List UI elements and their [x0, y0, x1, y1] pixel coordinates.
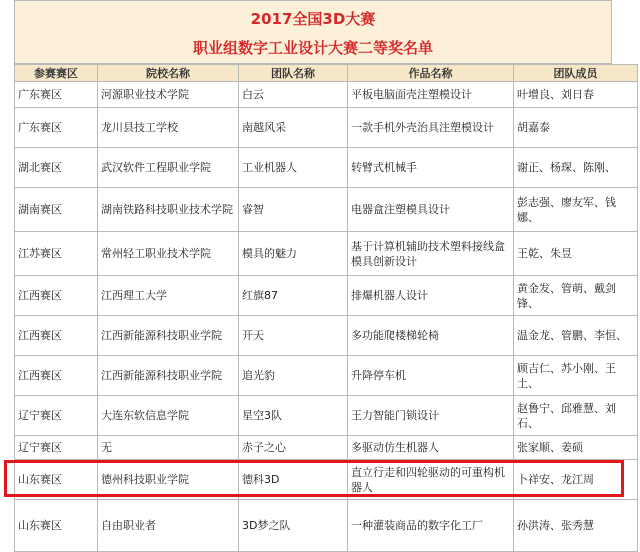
cell-school: 自由职业者 [98, 500, 239, 552]
cell-school: 江西理工大学 [98, 276, 239, 316]
cell-work: 直立行走和四轮驱动的可重构机器人 [348, 460, 514, 500]
header-team: 团队名称 [239, 65, 348, 82]
cell-school: 大连东软信息学院 [98, 396, 239, 436]
cell-region: 江苏赛区 [15, 232, 98, 276]
table-row [15, 188, 638, 232]
cell-work: 转臂式机械手 [348, 148, 514, 188]
cell-team: 工业机器人 [239, 148, 348, 188]
cell-members: 张家顺、姜硕 [514, 436, 638, 460]
cell-region: 江西赛区 [15, 276, 98, 316]
cell-members: 赵鲁宁、邱雅慧、刘石、 [514, 396, 638, 436]
cell-region: 广东赛区 [15, 108, 98, 148]
cell-region: 江西赛区 [15, 316, 98, 356]
title-line-1: 2017全国3D大赛 [250, 10, 376, 28]
cell-school: 德州科技职业学院 [98, 460, 239, 500]
cell-work: 升降停车机 [348, 356, 514, 396]
cell-work: 基于计算机辅助技术塑料接线盒模具创新设计 [348, 232, 514, 276]
header-work: 作品名称 [348, 65, 514, 82]
table-row [15, 82, 638, 108]
cell-team: 追光豹 [239, 356, 348, 396]
title-block [14, 0, 612, 64]
header-region: 参赛赛区 [15, 65, 98, 82]
table-row [15, 316, 638, 356]
cell-work: 多驱动仿生机器人 [348, 436, 514, 460]
cell-members: 彭志强、廖友军、钱娜、 [514, 188, 638, 232]
table-row [15, 276, 638, 316]
cell-team: 赤子之心 [239, 436, 348, 460]
cell-region: 湖南赛区 [15, 188, 98, 232]
cell-team: 南越风采 [239, 108, 348, 148]
table-row [15, 436, 638, 460]
cell-work: 平板电脑面壳注塑模设计 [348, 82, 514, 108]
cell-members: 顾吉仁、苏小刚、王土、 [514, 356, 638, 396]
cell-members: 王乾、朱昱 [514, 232, 638, 276]
cell-team: 白云 [239, 82, 348, 108]
cell-team: 星空3队 [239, 396, 348, 436]
cell-work: 多功能爬楼梯轮椅 [348, 316, 514, 356]
table-row [15, 148, 638, 188]
cell-school: 武汉软件工程职业学院 [98, 148, 239, 188]
cell-region: 江西赛区 [15, 356, 98, 396]
cell-team: 睿智 [239, 188, 348, 232]
cell-school: 河源职业技术学院 [98, 82, 239, 108]
cell-work: 一款手机外壳治具注塑模设计 [348, 108, 514, 148]
cell-school: 湖南铁路科技职业技术学院 [98, 188, 239, 232]
table-row [15, 356, 638, 396]
cell-members: 谢正、杨琛、陈刚、 [514, 148, 638, 188]
cell-region: 辽宁赛区 [15, 396, 98, 436]
cell-members: 温金龙、管鹏、李恒、 [514, 316, 638, 356]
table-row [15, 500, 638, 552]
cell-region: 广东赛区 [15, 82, 98, 108]
header-members: 团队成员 [514, 65, 638, 82]
cell-region: 湖北赛区 [15, 148, 98, 188]
table-row [15, 108, 638, 148]
cell-region: 山东赛区 [15, 460, 98, 500]
cell-team: 红旗87 [239, 276, 348, 316]
cell-school: 江西新能源科技职业学院 [98, 316, 239, 356]
cell-work: 王力智能门锁设计 [348, 396, 514, 436]
award-table [14, 64, 638, 552]
cell-school: 常州轻工职业技术学院 [98, 232, 239, 276]
cell-school: 无 [98, 436, 239, 460]
cell-members: 黄金发、管萌、戴剑锋、 [514, 276, 638, 316]
table-row [15, 232, 638, 276]
cell-team: 3D梦之队 [239, 500, 348, 552]
cell-work: 排爆机器人设计 [348, 276, 514, 316]
header-row [15, 65, 638, 82]
table-row [15, 460, 638, 500]
cell-team: 开天 [239, 316, 348, 356]
cell-members: 胡嘉泰 [514, 108, 638, 148]
table-row [15, 396, 638, 436]
cell-members: 叶增良、刘日春 [514, 82, 638, 108]
cell-work: 一种灌装商品的数字化工厂 [348, 500, 514, 552]
cell-region: 辽宁赛区 [15, 436, 98, 460]
cell-work: 电器盒注塑模具设计 [348, 188, 514, 232]
cell-members: 卜祥安、龙江周 [514, 460, 638, 500]
cell-team: 德科3D [239, 460, 348, 500]
cell-school: 江西新能源科技职业学院 [98, 356, 239, 396]
cell-team: 模具的魅力 [239, 232, 348, 276]
cell-school: 龙川县技工学校 [98, 108, 239, 148]
cell-region: 山东赛区 [15, 500, 98, 552]
cell-members: 孙洪涛、张秀慧 [514, 500, 638, 552]
title-line-2: 职业组数字工业设计大赛二等奖名单 [192, 39, 433, 57]
header-school: 院校名称 [98, 65, 239, 82]
